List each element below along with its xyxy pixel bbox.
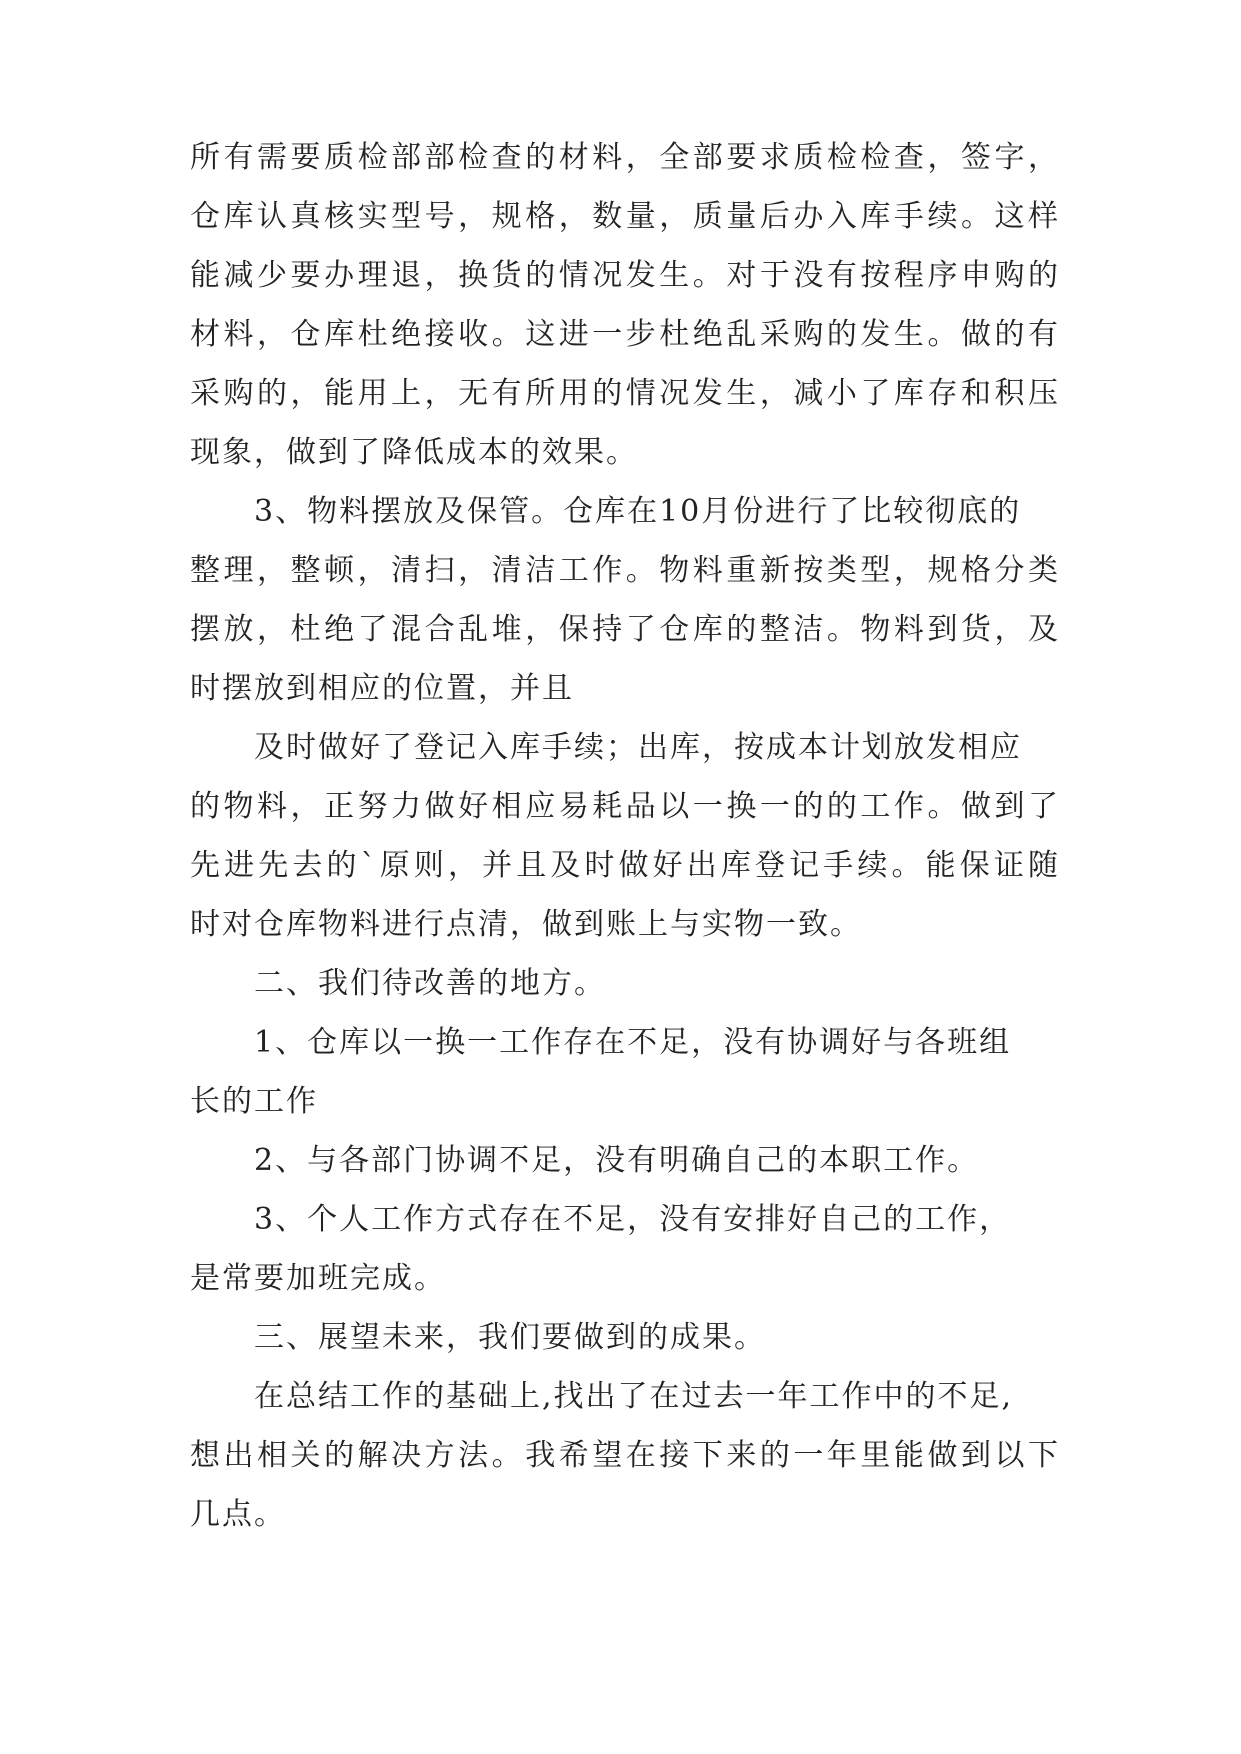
document-body bbox=[190, 128, 1060, 1544]
text-line: 及时做好了登记入库手续；出库，按成本计划放发相应 bbox=[254, 730, 1022, 765]
text-line: 二、我们待改善的地方。 bbox=[254, 966, 606, 1001]
text-line: 3、物料摆放及保管。仓库在10月份进行了比较彻底的 bbox=[254, 494, 1022, 529]
text-line: 长的工作 bbox=[190, 1084, 318, 1119]
text-line: 的物料，正努力做好相应易耗品以一换一的的工作。做到了 bbox=[190, 789, 1060, 824]
text-line: 摆放，杜绝了混合乱堆，保持了仓库的整洁。物料到货，及 bbox=[190, 612, 1060, 647]
text-line: 现象，做到了降低成本的效果。 bbox=[190, 435, 638, 470]
text-line: 能减少要办理退，换货的情况发生。对于没有按程序申购的 bbox=[190, 258, 1060, 293]
text-line: 材料，仓库杜绝接收。这进一步杜绝乱采购的发生。做的有 bbox=[190, 317, 1060, 352]
text-line: 在总结工作的基础上,找出了在过去一年工作中的不足, bbox=[254, 1379, 1014, 1414]
text-line: 三、展望未来，我们要做到的成果。 bbox=[254, 1320, 766, 1355]
text-line: 仓库认真核实型号，规格，数量，质量后办入库手续。这样 bbox=[190, 199, 1060, 234]
text-line: 所有需要质检部部检查的材料，全部要求质检检查，签字， bbox=[190, 140, 1060, 175]
text-line: 几点。 bbox=[190, 1497, 286, 1532]
text-line: 采购的，能用上，无有所用的情况发生，减小了库存和积压 bbox=[190, 376, 1060, 411]
text-line: 时摆放到相应的位置，并且 bbox=[190, 671, 574, 706]
text-line: 想出相关的解决方法。我希望在接下来的一年里能做到以下 bbox=[190, 1438, 1060, 1473]
text-line: 整理，整顿，清扫，清洁工作。物料重新按类型，规格分类 bbox=[190, 553, 1060, 588]
text-line: 3、个人工作方式存在不足，没有安排好自己的工作， bbox=[254, 1202, 1012, 1237]
text-line: 2、与各部门协调不足，没有明确自己的本职工作。 bbox=[254, 1143, 980, 1178]
text-line: 时对仓库物料进行点清，做到账上与实物一致。 bbox=[190, 907, 862, 942]
text-line: 是常要加班完成。 bbox=[190, 1261, 446, 1296]
text-line: 先进先去的`原则，并且及时做好出库登记手续。能保证随 bbox=[190, 848, 1060, 883]
text-line: 1、仓库以一换一工作存在不足，没有协调好与各班组 bbox=[254, 1025, 1012, 1060]
